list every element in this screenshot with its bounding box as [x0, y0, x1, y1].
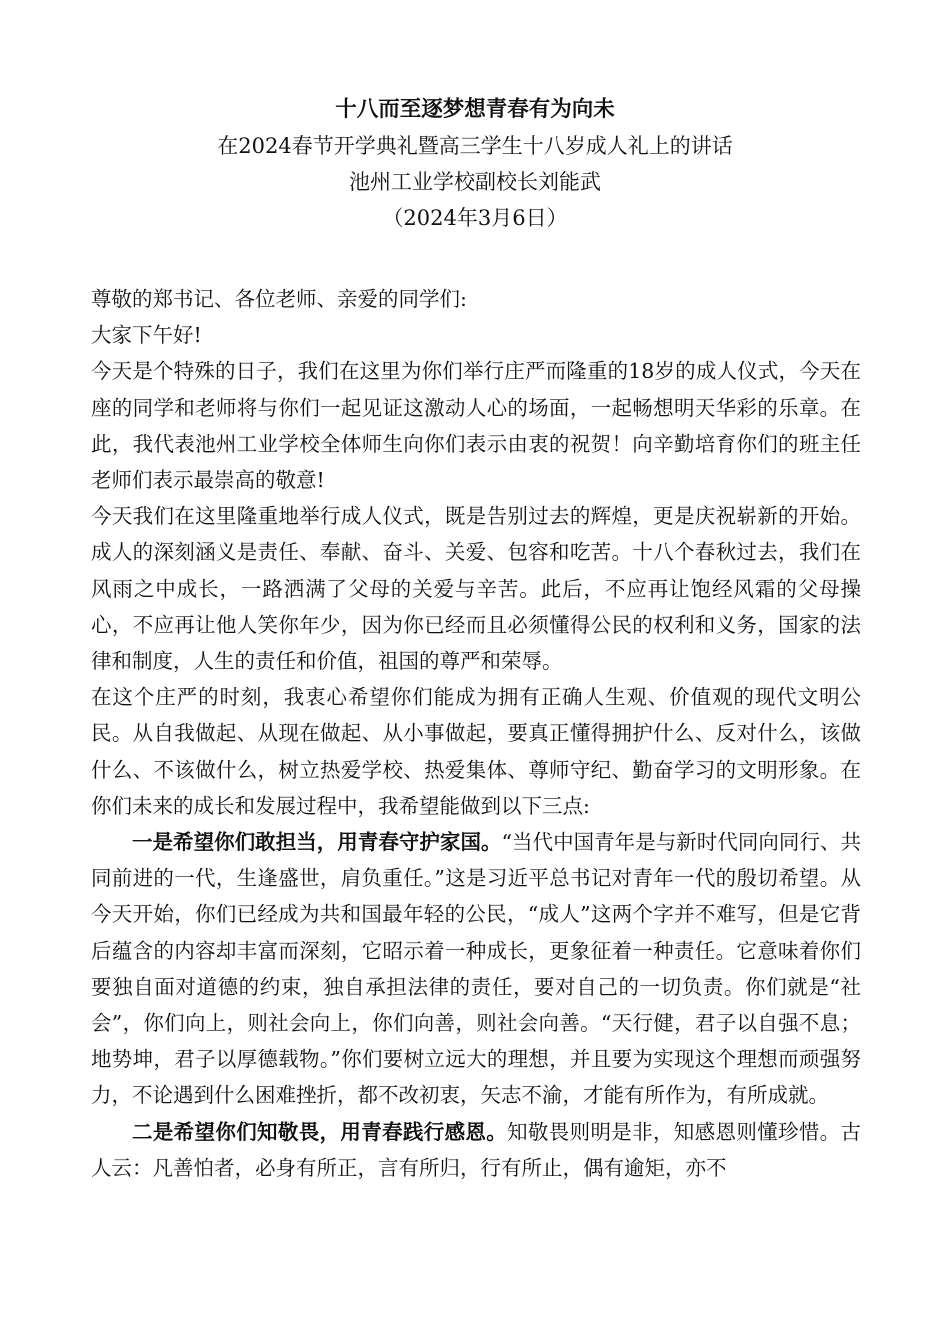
paragraph-hope: 在这个庄严的时刻，我衷心希望你们能成为拥有正确人生观、价值观的现代文明公民。从自我做起、从现在做起、从小事做起，要真正懂得拥护什么、反对什么，该做什么、不该做什么，树立热爱学校、热爱集体、尊师守纪、勤奋学习的文明形象。在你们未来的成长和发展过程中，我希望能做到以下三点: [91, 685, 861, 818]
paragraph-point-one [91, 824, 861, 1114]
point-one-text: “当代中国青年是与新时代同向同行、共同前进的一代，生逢盛世，肩负重任。”这是习近平总书记对青年一代的殷切希望。从今天开始，你们已经成为共和国最年轻的公民，“成人”这两个字并不难写，但是它背后蕴含的内容却丰富而深刻，它昭示着一种成长，更象征着一种责任。它意味着你们要独自面对道德的约束，独自承担法律的责任，要对自己的一切负责。你们就是“社会”，你们向上，则社会向上，你们向善，则社会向善。“天行健，君子以自强不息；地势坤，君子以厚德载物。”你们要树立远大的理想，并且要为实现这个理想而顽强努力，不论遇到什么困难挫折，都不改初衷，矢志不渝，才能有所作为，有所成就。 [91, 830, 862, 1108]
speech-title: 十八而至逐梦想青春有为向未 [335, 97, 615, 122]
paragraph-point-two [91, 1114, 861, 1186]
speech-body [91, 281, 861, 1186]
point-two-text: 知敬畏则明是非，知感恩则懂珍惜。古人云：凡善怕者，必身有所正，言有所归，行有所止，偶有逾矩，亦不 [91, 1119, 862, 1180]
speech-subtitle: 在2024春节开学典礼暨高三学生十八岁成人礼上的讲话 [217, 134, 733, 158]
paragraph-opening: 今天是个特殊的日子，我们在这里为你们举行庄严而隆重的18岁的成人仪式，今天在座的同学和老师将与你们一起见证这激动人心的场面，一起畅想明天华彩的乐章。在此，我代表池州工业学校全体师生向你们表示由衷的祝贺！向辛勤培育你们的班主任老师们表示最崇高的敬意! [91, 359, 861, 493]
point-two-lead: 二是希望你们知敬畏，用青春践行感恩。 [132, 1119, 508, 1144]
salutation: 尊敬的郑书记、各位老师、亲爱的同学们: [91, 287, 467, 311]
point-one-lead: 一是希望你们敢担当，用青春守护家国。 [132, 830, 502, 855]
greeting: 大家下午好! [91, 323, 202, 348]
speaker-line: 池州工业学校副校长刘能武 [349, 170, 601, 194]
document-header [0, 92, 950, 236]
speech-date: （2024年3月6日） [382, 206, 568, 230]
paragraph-meaning: 今天我们在这里隆重地举行成人仪式，既是告别过去的辉煌，更是庆祝崭新的开始。成人的深刻涵义是责任、奉献、奋斗、关爱、包容和吃苦。十八个春秋过去，我们在风雨之中成长，一路洒满了父母的关爱与辛苦。此后，不应再让饱经风霜的父母操心，不应再让他人笑你年少，因为你已经而且必须懂得公民的权利和义务，国家的法律和制度，人生的责任和价值，祖国的尊严和荣辱。 [91, 504, 861, 674]
